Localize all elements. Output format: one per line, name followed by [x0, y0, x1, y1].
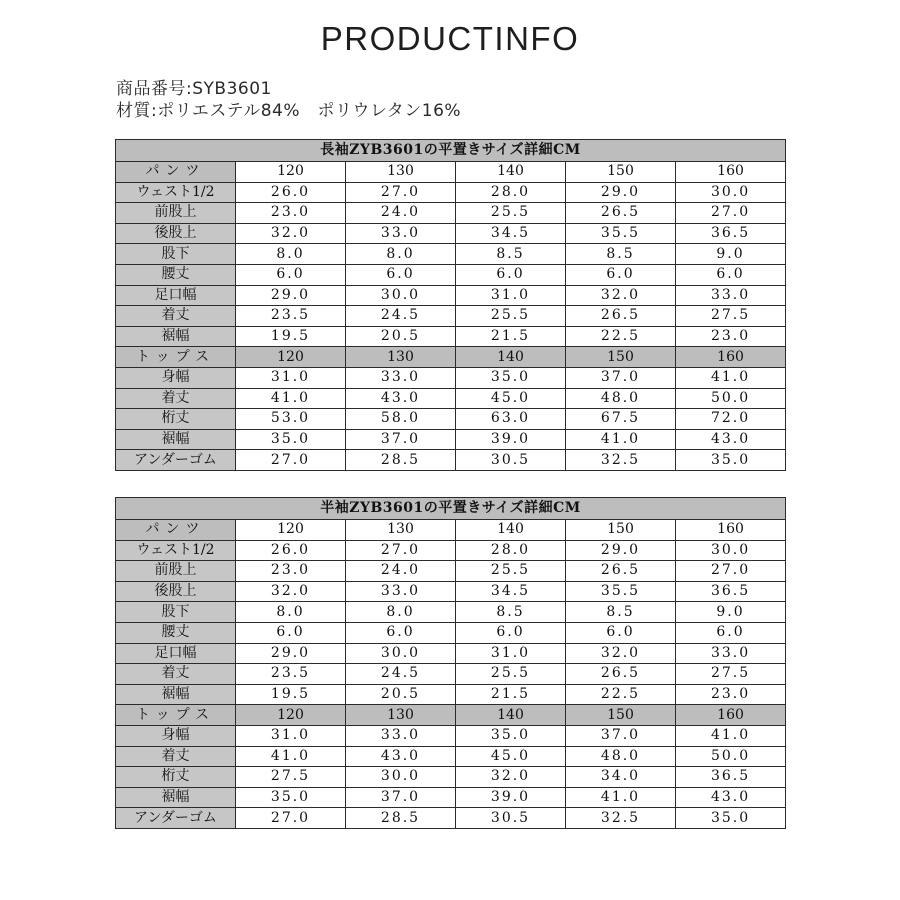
value-cell: 35.0	[676, 450, 786, 471]
value-cell: 23.0	[676, 684, 786, 705]
value-cell: 48.0	[566, 388, 676, 409]
value-cell: 23.0	[236, 561, 346, 582]
value-cell: 31.0	[456, 643, 566, 664]
value-cell: 33.0	[346, 223, 456, 244]
size-header-cell: 120	[236, 347, 346, 368]
value-cell: 6.0	[236, 264, 346, 285]
value-cell: 32.0	[456, 767, 566, 788]
value-cell: 72.0	[676, 409, 786, 430]
value-cell: 28.0	[456, 182, 566, 203]
section-header-row	[116, 347, 786, 368]
value-cell: 53.0	[236, 409, 346, 430]
value-cell: 29.0	[236, 285, 346, 306]
section-header: トップス	[116, 705, 236, 726]
value-cell: 29.0	[236, 643, 346, 664]
value-cell: 27.0	[236, 450, 346, 471]
size-header-cell: 160	[676, 162, 786, 183]
size-header-cell: 130	[346, 162, 456, 183]
value-cell: 6.0	[676, 264, 786, 285]
value-cell: 26.5	[566, 561, 676, 582]
size-header-cell: 130	[346, 705, 456, 726]
value-cell: 21.5	[456, 326, 566, 347]
value-cell: 43.0	[346, 746, 456, 767]
size-header-cell: 120	[236, 162, 346, 183]
table-row	[116, 429, 786, 450]
section-header-row	[116, 520, 786, 541]
row-label: ウェスト1/2	[116, 182, 236, 203]
value-cell: 9.0	[676, 244, 786, 265]
section-header: パンツ	[116, 520, 236, 541]
table-row	[116, 306, 786, 327]
value-cell: 25.5	[456, 203, 566, 224]
table-row	[116, 746, 786, 767]
value-cell: 27.0	[346, 540, 456, 561]
value-cell: 27.0	[346, 182, 456, 203]
value-cell: 35.5	[566, 581, 676, 602]
page-title: PRODUCTINFO	[320, 20, 580, 57]
value-cell: 50.0	[676, 746, 786, 767]
value-cell: 45.0	[456, 388, 566, 409]
value-cell: 24.5	[346, 306, 456, 327]
value-cell: 6.0	[456, 264, 566, 285]
value-cell: 8.5	[456, 602, 566, 623]
row-label: 後股上	[116, 223, 236, 244]
table-row	[116, 725, 786, 746]
value-cell: 31.0	[456, 285, 566, 306]
size-header-cell: 150	[566, 705, 676, 726]
value-cell: 28.5	[346, 450, 456, 471]
table-row	[116, 664, 786, 685]
row-label: 身幅	[116, 725, 236, 746]
value-cell: 31.0	[236, 725, 346, 746]
value-cell: 32.5	[566, 450, 676, 471]
value-cell: 29.0	[566, 182, 676, 203]
value-cell: 6.0	[566, 264, 676, 285]
row-label: アンダーゴム	[116, 808, 236, 829]
value-cell: 34.5	[456, 223, 566, 244]
long-sleeve-size-table	[115, 139, 786, 471]
value-cell: 26.0	[236, 540, 346, 561]
value-cell: 36.5	[676, 223, 786, 244]
value-cell: 35.0	[236, 429, 346, 450]
size-header-cell: 160	[676, 520, 786, 541]
value-cell: 25.5	[456, 561, 566, 582]
value-cell: 24.5	[346, 664, 456, 685]
value-cell: 6.0	[566, 622, 676, 643]
value-cell: 37.0	[566, 367, 676, 388]
value-cell: 6.0	[346, 264, 456, 285]
value-cell: 23.0	[236, 203, 346, 224]
table-row	[116, 223, 786, 244]
value-cell: 41.0	[236, 388, 346, 409]
value-cell: 39.0	[456, 429, 566, 450]
table-row	[116, 561, 786, 582]
value-cell: 23.5	[236, 664, 346, 685]
row-label: 裾幅	[116, 326, 236, 347]
value-cell: 37.0	[346, 429, 456, 450]
value-cell: 45.0	[456, 746, 566, 767]
table-row	[116, 326, 786, 347]
section-header-row	[116, 162, 786, 183]
table-caption: 長袖ZYB3601の平置きサイズ詳細CM	[116, 140, 786, 162]
value-cell: 6.0	[236, 622, 346, 643]
value-cell: 30.0	[676, 182, 786, 203]
table-row	[116, 767, 786, 788]
value-cell: 43.0	[676, 429, 786, 450]
value-cell: 30.0	[346, 285, 456, 306]
value-cell: 22.5	[566, 684, 676, 705]
table-caption-row	[116, 498, 786, 520]
value-cell: 8.0	[236, 244, 346, 265]
value-cell: 26.0	[236, 182, 346, 203]
row-label: 桁丈	[116, 767, 236, 788]
value-cell: 35.5	[566, 223, 676, 244]
value-cell: 32.0	[236, 581, 346, 602]
value-cell: 8.0	[346, 244, 456, 265]
value-cell: 33.0	[346, 581, 456, 602]
size-header-cell: 130	[346, 347, 456, 368]
table-row	[116, 409, 786, 430]
value-cell: 20.5	[346, 684, 456, 705]
value-cell: 67.5	[566, 409, 676, 430]
value-cell: 41.0	[236, 746, 346, 767]
value-cell: 37.0	[566, 725, 676, 746]
value-cell: 36.5	[676, 767, 786, 788]
value-cell: 20.5	[346, 326, 456, 347]
value-cell: 8.5	[456, 244, 566, 265]
value-cell: 30.5	[456, 808, 566, 829]
table-row	[116, 540, 786, 561]
value-cell: 27.0	[676, 561, 786, 582]
value-cell: 41.0	[566, 429, 676, 450]
row-label: 前股上	[116, 561, 236, 582]
value-cell: 8.5	[566, 244, 676, 265]
value-cell: 32.5	[566, 808, 676, 829]
size-header-cell: 150	[566, 162, 676, 183]
value-cell: 19.5	[236, 326, 346, 347]
value-cell: 33.0	[346, 367, 456, 388]
table-row	[116, 450, 786, 471]
size-header-cell: 140	[456, 520, 566, 541]
row-label: 着丈	[116, 664, 236, 685]
value-cell: 23.5	[236, 306, 346, 327]
size-header-cell: 150	[566, 520, 676, 541]
value-cell: 32.0	[236, 223, 346, 244]
table-row	[116, 684, 786, 705]
value-cell: 31.0	[236, 367, 346, 388]
row-label: 桁丈	[116, 409, 236, 430]
row-label: 後股上	[116, 581, 236, 602]
value-cell: 26.5	[566, 203, 676, 224]
section-header: パンツ	[116, 162, 236, 183]
material-info: 材質:ポリエステル84% ポリウレタン16%	[116, 101, 462, 121]
value-cell: 21.5	[456, 684, 566, 705]
table-row	[116, 264, 786, 285]
size-header-cell: 140	[456, 347, 566, 368]
size-header-cell: 160	[676, 705, 786, 726]
table-row	[116, 787, 786, 808]
value-cell: 8.0	[346, 602, 456, 623]
row-label: 裾幅	[116, 684, 236, 705]
value-cell: 36.5	[676, 581, 786, 602]
table-row	[116, 244, 786, 265]
section-header: トップス	[116, 347, 236, 368]
value-cell: 8.5	[566, 602, 676, 623]
row-label: 股下	[116, 244, 236, 265]
table-row	[116, 367, 786, 388]
table-row	[116, 622, 786, 643]
table-row	[116, 602, 786, 623]
value-cell: 27.0	[236, 808, 346, 829]
value-cell: 34.5	[456, 581, 566, 602]
table-row	[116, 285, 786, 306]
value-cell: 9.0	[676, 602, 786, 623]
value-cell: 41.0	[676, 367, 786, 388]
row-label: 足口幅	[116, 643, 236, 664]
row-label: 足口幅	[116, 285, 236, 306]
row-label: 着丈	[116, 306, 236, 327]
value-cell: 26.5	[566, 306, 676, 327]
value-cell: 41.0	[676, 725, 786, 746]
value-cell: 8.0	[236, 602, 346, 623]
value-cell: 25.5	[456, 306, 566, 327]
value-cell: 23.0	[676, 326, 786, 347]
row-label: 裾幅	[116, 429, 236, 450]
size-header-cell: 140	[456, 705, 566, 726]
size-header-cell: 150	[566, 347, 676, 368]
value-cell: 28.0	[456, 540, 566, 561]
value-cell: 30.5	[456, 450, 566, 471]
row-label: ウェスト1/2	[116, 540, 236, 561]
value-cell: 43.0	[676, 787, 786, 808]
value-cell: 22.5	[566, 326, 676, 347]
table-row	[116, 808, 786, 829]
row-label: 着丈	[116, 388, 236, 409]
value-cell: 6.0	[456, 622, 566, 643]
row-label: 裾幅	[116, 787, 236, 808]
value-cell: 58.0	[346, 409, 456, 430]
value-cell: 33.0	[346, 725, 456, 746]
value-cell: 32.0	[566, 285, 676, 306]
table-caption: 半袖ZYB3601の平置きサイズ詳細CM	[116, 498, 786, 520]
value-cell: 43.0	[346, 388, 456, 409]
row-label: 着丈	[116, 746, 236, 767]
value-cell: 39.0	[456, 787, 566, 808]
size-header-cell: 120	[236, 520, 346, 541]
table-row	[116, 581, 786, 602]
size-header-cell: 140	[456, 162, 566, 183]
table-row	[116, 203, 786, 224]
value-cell: 63.0	[456, 409, 566, 430]
row-label: 身幅	[116, 367, 236, 388]
value-cell: 26.5	[566, 664, 676, 685]
table-row	[116, 643, 786, 664]
value-cell: 35.0	[236, 787, 346, 808]
value-cell: 35.0	[456, 725, 566, 746]
value-cell: 35.0	[456, 367, 566, 388]
value-cell: 37.0	[346, 787, 456, 808]
value-cell: 27.5	[676, 306, 786, 327]
table-row	[116, 182, 786, 203]
value-cell: 33.0	[676, 285, 786, 306]
value-cell: 34.0	[566, 767, 676, 788]
value-cell: 41.0	[566, 787, 676, 808]
value-cell: 27.0	[676, 203, 786, 224]
value-cell: 24.0	[346, 561, 456, 582]
value-cell: 25.5	[456, 664, 566, 685]
section-header-row	[116, 705, 786, 726]
row-label: 腰丈	[116, 622, 236, 643]
value-cell: 6.0	[676, 622, 786, 643]
value-cell: 19.5	[236, 684, 346, 705]
row-label: 前股上	[116, 203, 236, 224]
value-cell: 33.0	[676, 643, 786, 664]
size-header-cell: 130	[346, 520, 456, 541]
value-cell: 30.0	[346, 767, 456, 788]
value-cell: 27.5	[676, 664, 786, 685]
size-header-cell: 120	[236, 705, 346, 726]
value-cell: 30.0	[346, 643, 456, 664]
value-cell: 27.5	[236, 767, 346, 788]
value-cell: 35.0	[676, 808, 786, 829]
row-label: 腰丈	[116, 264, 236, 285]
value-cell: 48.0	[566, 746, 676, 767]
value-cell: 30.0	[676, 540, 786, 561]
value-cell: 29.0	[566, 540, 676, 561]
value-cell: 6.0	[346, 622, 456, 643]
product-code: 商品番号:SYB3601	[116, 79, 272, 99]
value-cell: 50.0	[676, 388, 786, 409]
table-row	[116, 388, 786, 409]
value-cell: 28.5	[346, 808, 456, 829]
size-header-cell: 160	[676, 347, 786, 368]
table-caption-row	[116, 140, 786, 162]
short-sleeve-size-table	[115, 497, 786, 829]
row-label: アンダーゴム	[116, 450, 236, 471]
row-label: 股下	[116, 602, 236, 623]
value-cell: 24.0	[346, 203, 456, 224]
value-cell: 32.0	[566, 643, 676, 664]
